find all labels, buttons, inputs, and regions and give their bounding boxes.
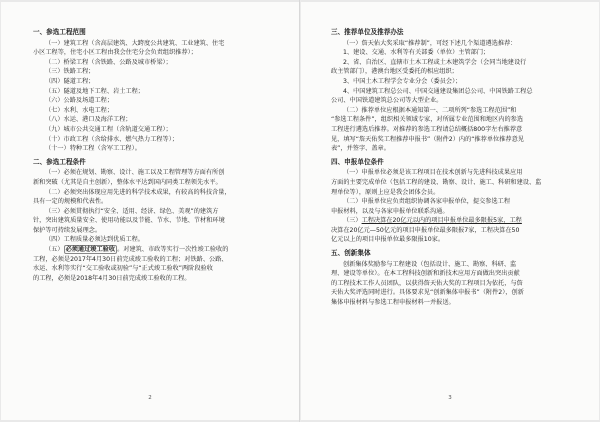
section-3-title: 三、推荐单位及推荐办法 bbox=[331, 28, 404, 36]
list-item: 3、中国土木工程学会专业分会（委员会）； bbox=[343, 77, 462, 85]
list-item: 小区工程等，住宅小区工程由我会住宅分会负责组织推荐）； bbox=[33, 49, 197, 57]
paragraph: 见，填写“詹天佑奖工程推荐申报书”（附件2）内的“推荐单位推荐意见 bbox=[331, 135, 524, 143]
paragraph bbox=[331, 216, 581, 226]
list-item: 4、中国建筑工程总公司、中国交通建设集团总公司、中国铁路工程总 bbox=[343, 87, 533, 95]
page-fold bbox=[299, 0, 301, 422]
emphasis-text: 工程决算在20亿元以内的项目申报单位最多限报5家，工程 bbox=[361, 217, 522, 225]
paragraph bbox=[33, 245, 283, 255]
paragraph: 申报材料，以及与各家申报单位联系沟通。 bbox=[331, 207, 449, 215]
paragraph: 针，突出建筑质量安全、使用功能以及节能、节水、节地、节材和环境 bbox=[33, 217, 225, 225]
paragraph: （二）申报单位应负责组织协调各家申报单位，提交参选工程 bbox=[343, 198, 511, 206]
list-item: （二）桥梁工程（含铁路、公路及城市桥梁）； bbox=[45, 58, 172, 66]
paragraph: “参选工程条件”，组织相关领域专家，对所属专业范围和地区内的参选 bbox=[331, 116, 524, 124]
paragraph: 的工程技术工作人员团队，以获得詹天佑大奖的工程项目为依托，与詹 bbox=[331, 279, 523, 287]
paragraph: （一）詹天佑大奖采取“推荐制”，可经下述几个渠道遴选推荐： bbox=[343, 39, 517, 47]
paragraph: 亿元以上的项目申报单位最多限报10家。 bbox=[331, 236, 445, 244]
list-item: （十一）特种工程（含军工工程）。 bbox=[45, 145, 141, 153]
paragraph: （一）申报单位必须是该工程项目在技术创新与先进科技成果应用 bbox=[343, 169, 523, 177]
list-item: （六）公路及场道工程； bbox=[45, 97, 114, 105]
section-1-title: 一、参选工程范围 bbox=[33, 28, 86, 36]
page-number: 2 bbox=[148, 395, 152, 402]
paragraph: 天佑大奖评选同时进行。具体要求见“创新集体申报书”（附件2），创新 bbox=[331, 289, 524, 297]
paragraph: 具有一定的规模和代表性。 bbox=[33, 198, 108, 206]
list-item: （十）市政工程（含给排水、燃气热力工程等）； bbox=[45, 135, 179, 143]
list-item: （八）水运、港口及海洋工程； bbox=[45, 116, 132, 124]
paragraph: （一）必须在规划、勘察、设计、施工以及工程管理等方面有所创 bbox=[45, 169, 225, 177]
list-item: （一）建筑工程（含高层建筑、大跨度公共建筑、工业建筑、住宅 bbox=[45, 39, 225, 47]
list-item: 2、省、自治区、直辖市土木工程或土木建筑学会（会同当地建设行 bbox=[343, 58, 527, 66]
list-item: （七）水利、水电工程； bbox=[45, 106, 114, 114]
paragraph-rest: 。对建筑、市政等实行一次性竣工验收的 bbox=[117, 246, 229, 254]
paragraph: （二）推荐单位应根据本通知第一、二项所列“参选工程范围”和 bbox=[343, 106, 517, 114]
section-1-list bbox=[33, 39, 283, 154]
paragraph: 新和突破（尤其是自主创新），整体水平达到国内同类工程领先水平。 bbox=[33, 178, 222, 186]
paragraph: 表”，并签字、盖章。 bbox=[331, 145, 390, 153]
list-item: 公司、中国铁道建筑总公司等大型企业。 bbox=[331, 97, 443, 105]
paragraph-lead: （五） bbox=[45, 246, 64, 254]
paragraph: 工程，必须是2017年4月30日前完成竣工验收的工程；对铁路、公路、 bbox=[33, 255, 228, 263]
paragraph: 创新集体奖励参与工程建设（包括设计、施工、勘察、科研、监 bbox=[343, 260, 517, 268]
paragraph: （四）工程质量必须达到优质工程。 bbox=[45, 236, 144, 244]
paragraph: 保护等可持续发展理念。 bbox=[33, 226, 102, 234]
list-item: （五）隧道及地下工程、岩土工程； bbox=[45, 87, 144, 95]
list-item: 1、建设、交通、水利等有关部委（单位）主管部门； bbox=[343, 49, 490, 57]
paragraph: （三）必须贯彻执行“安全、适用、经济、绿色、美观”的建筑方 bbox=[45, 207, 219, 215]
paragraph: 水运、水利等实行“交工验收或初验”与“正式竣工验收”两阶段验收 bbox=[33, 265, 213, 273]
paragraph: 工程进行遴选后推荐。对推荐的参选工程请总结概括800字左右推荐意 bbox=[331, 125, 523, 133]
list-item: （三）铁路工程； bbox=[45, 68, 95, 76]
page-3 bbox=[301, 2, 599, 420]
paragraph: 集体申报材料与参选工程申报材料一并报送。 bbox=[331, 299, 455, 307]
section-4-title: 四、申报单位条件 bbox=[331, 157, 384, 166]
section-5-title: 五、创新集体 bbox=[331, 249, 371, 258]
paragraph: 理、建设等单位）。在本工程科技创新和新技术应用方面做出突出贡献 bbox=[331, 270, 520, 278]
paragraph-lead: （三） bbox=[343, 217, 362, 225]
list-item: （四）隧道工程； bbox=[45, 77, 95, 85]
list-item: （九）城市公共交通工程（含轨道交通工程）； bbox=[45, 125, 172, 133]
paragraph: 决算在20亿元—50亿元的项目申报单位最多限报7家，工程决算在50 bbox=[331, 226, 520, 234]
list-item: 政主管部门），港澳台地区受委托的相应组织； bbox=[331, 68, 458, 76]
emphasis-text: 必须通过竣工验收 bbox=[65, 246, 116, 254]
section-2-title: 二、参选工程条件 bbox=[33, 157, 86, 166]
page-2 bbox=[1, 2, 299, 420]
paragraph: （二）必须突出体现应用先进的科学技术成果，有较高的科技含量， bbox=[45, 188, 231, 196]
paragraph: 理单位等），原则上应是我会团体会员。 bbox=[331, 188, 440, 196]
paragraph: 的工程，必须是2018年4月30日前完成竣工验收的工程。 bbox=[33, 274, 191, 282]
page-number: 3 bbox=[448, 395, 452, 402]
paragraph: 方面的主要完成单位（包括工程的建设、勘察、设计、施工、科研和建设、监 bbox=[331, 178, 542, 186]
